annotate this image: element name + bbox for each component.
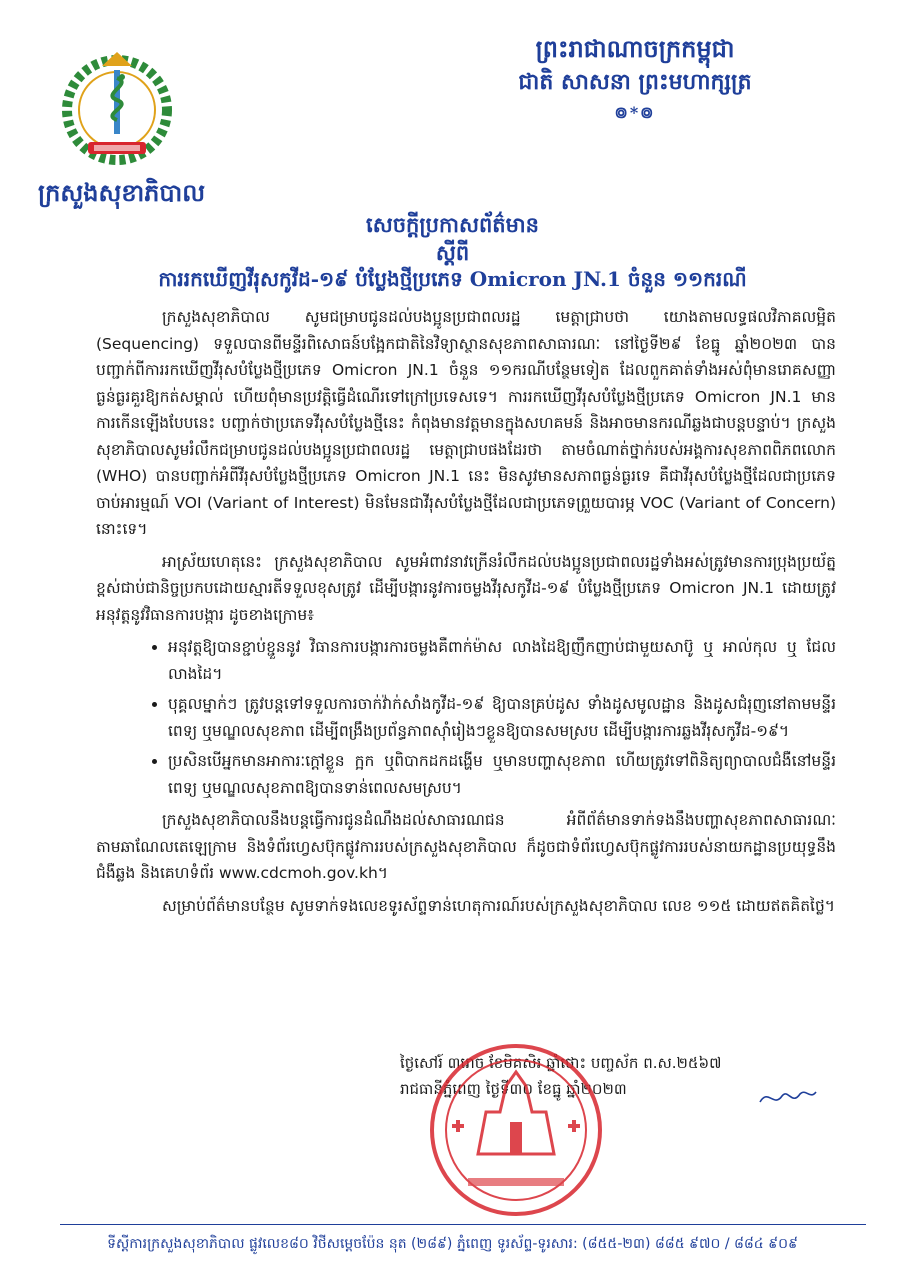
ministry-name: ក្រសួងសុខាភិបាល (38, 178, 206, 207)
official-seal (428, 1042, 604, 1218)
measure-item: • អនុវត្តឱ្យបានខ្ជាប់ខ្ជួននូវ វិធានការបង្ការការចម្លងគឺពាក់ម៉ាស លាងដៃឱ្យញឹកញាប់ជាមួយសាប៊ូ ឬ អាល់កុល ឬ ជែលលាងដៃ។ (168, 634, 836, 687)
prevention-measures-list (96, 634, 836, 801)
ornament-divider: ៙*៙ (614, 103, 656, 122)
handwritten-signature (758, 1082, 818, 1112)
measure-item: • បុគ្គលម្នាក់ៗ ត្រូវបន្តទៅទទួលការចាក់វ៉ាក់សាំងកូវីដ-១៩ ឱ្យបានគ្រប់ដូស ទាំងដូសមូលដ្ឋាន និងដូសជំរុញនៅតាមមន្ទីរពេទ្យ ឬមណ្ឌលសុខភាព ដើម្បីពង្រឹងប្រព័ន្ធភាពស៊ាំរៀងៗខ្លួនឱ្យបានសមស្រប ដើម្បីបង្ការការឆ្លងវីរុសកូវីដ-១៩។ (168, 691, 836, 744)
footer-divider (60, 1224, 866, 1225)
paragraph-findings: ក្រសួងសុខាភិបាល សូមជម្រាបជូនដល់បងប្អូនប្រជាពលរដ្ឋ មេត្តាជ្រាបថា យោងតាមលទ្ធផលវិភាគលម្អិត (Sequencing) ទទួលបានពីមន្ទីរពិសោធន៍បង្អែកជាតិនៃវិទ្យាស្ថានសុខភាពសាធារណៈ នៅថ្ងៃទី២៩ ខែធ្នូ ឆ្នាំ២០២៣ បានបញ្ជាក់ពីការរកឃើញវីរុសបំប្លែងថ្មីប្រភេទ Omicron JN.1 ចំនួន ១១ករណីបន្ថែមទៀត ដែលពួកគាត់ទាំងអស់ពុំមានរោគសញ្ញាធ្ងន់ធ្ងរគួរឱ្យកត់សម្គាល់ ហើយពុំមានប្រវត្តិធ្វើដំណើរទៅក្រៅប្រទេសទេ។ ការរកឃើញវីរុសបំប្លែងថ្មីប្រភេទ Omicron JN.1 មានការកើនឡើងបែបនេះ បញ្ជាក់ថាប្រភេទវីរុសបំប្លែងថ្មីនេះ កំពុងមានវត្តមានក្នុងសហគមន៍ និងអាចមានករណីឆ្លងជាបន្តបន្ទាប់។ ក្រសួងសុខាភិបាលសូមរំលឹកជម្រាបជូនដល់បងប្អូនប្រជាពលរដ្ឋ មេត្តាជ្រាបផងដែរថា តាមចំណាត់ថ្នាក់របស់អង្គការសុខភាពពិភពលោក (WHO) បានបញ្ជាក់អំពីវីរុសបំប្លែងថ្មីប្រភេទ Omicron JN.1 នេះ មិនសូវមានសភាពធ្ងន់ធ្ងរទេ គឺជាវីរុសបំប្លែងថ្មីដែលជាប្រភេទចាប់អារម្មណ៍ VOI (Variant of Interest) មិនមែនជាវីរុសបំប្លែងថ្មីដែលជាប្រភេទព្រួយបារម្ភ VOC (Variant of Concern) នោះទេ។ (96, 308, 836, 538)
footer-address: ទីស្តីការក្រសួងសុខាភិបាល ផ្លូវលេខ៨០ វិថីសម្តេចប៉ែន នុត (២៨៩) ភ្នំពេញ ទូរស័ព្ទ-ទូរសារ: (៨៥៥-២៣) ៨៨៥ ៩៧០ / ៨៨៤ ៩០៩ (107, 1236, 798, 1252)
document-subject: ការរកឃើញវីរុសកូវីដ-១៩ បំប្លែងថ្មីប្រភេទ Omicron JN.1 ចំនួន ១១ករណី (158, 267, 747, 291)
paragraph-information-channels: ក្រសួងសុខាភិបាលនឹងបន្តធ្វើការជូនដំណឹងដល់សាធារណជន អំពីព័ត៌មានទាក់ទងនឹងបញ្ហាសុខភាពសាធារណៈ តាមឆាណែលតេឡេក្រាម និងទំព័រហ្វេសប៊ុកផ្លូវការរបស់ក្រសួងសុខាភិបាល ក៏ដូចជាទំព័រហ្វេសប៊ុកផ្លូវការរបស់នាយកដ្ឋានប្រយុទ្ធនឹងជំងឺឆ្លង និងគេហទំព័រ www.cdcmoh.gov.kh។ (96, 811, 836, 882)
press-release-body (96, 304, 836, 925)
measure-item: • ប្រសិនបើអ្នកមានអាការៈក្តៅខ្លួន ក្អក ឬពិបាកដកដង្ហើម ឬមានបញ្ហាសុខភាព ហើយត្រូវទៅពិនិត្យព្យាបាលជំងឺនៅមន្ទីរពេទ្យ ឬមណ្ឌលសុខភាពឱ្យបានទាន់ពេលសមស្រប។ (168, 748, 836, 801)
document-title: សេចក្តីប្រកាសព័ត៌មាន (366, 212, 539, 237)
paragraph-appeal: អាស្រ័យហេតុនេះ ក្រសួងសុខាភិបាល សូមអំពាវនាវក្រើនរំលឹកដល់បងប្អូនប្រជាពលរដ្ឋទាំងអស់ត្រូវមានការប្រុងប្រយ័ត្នខ្ពស់ជាប់ជានិច្ចប្រកបដោយស្មារតីទទួលខុសត្រូវ ដើម្បីបង្ការនូវការចម្លងវីរុសកូវីដ-១៩ បំប្លែងថ្មីប្រភេទ Omicron JN.1 ដោយត្រូវអនុវត្តនូវវិធានការបង្ការ ដូចខាងក្រោម៖ (96, 552, 836, 624)
paragraph-hotline: សម្រាប់ព័ត៌មានបន្ថែម សូមទាក់ទងលេខទូរស័ព្ទទាន់ហេតុការណ៍របស់ក្រសួងសុខាភិបាល លេខ ១១៥ ដោយឥតគិតថ្លៃ។ (162, 896, 836, 915)
ministry-of-health-logo (58, 48, 176, 168)
kingdom-title: ព្រះរាជាណាចក្រកម្ពុជា (535, 34, 735, 63)
national-motto: ជាតិ សាសនា ព្រះមហាក្សត្រ (518, 69, 752, 95)
lunar-date: ថ្ងៃសៅរ៍ ៣រោច ខែមិគសិរ ឆ្នាំថោះ បញ្ចស័ក ព.ស.២៥៦៧ (400, 1054, 722, 1072)
place-and-date: រាជធានីភ្នំពេញ ថ្ងៃទី៣០ ខែធ្នូ ឆ្នាំ២០២៣ (400, 1080, 627, 1098)
title-regarding: ស្តីពី (435, 240, 470, 265)
